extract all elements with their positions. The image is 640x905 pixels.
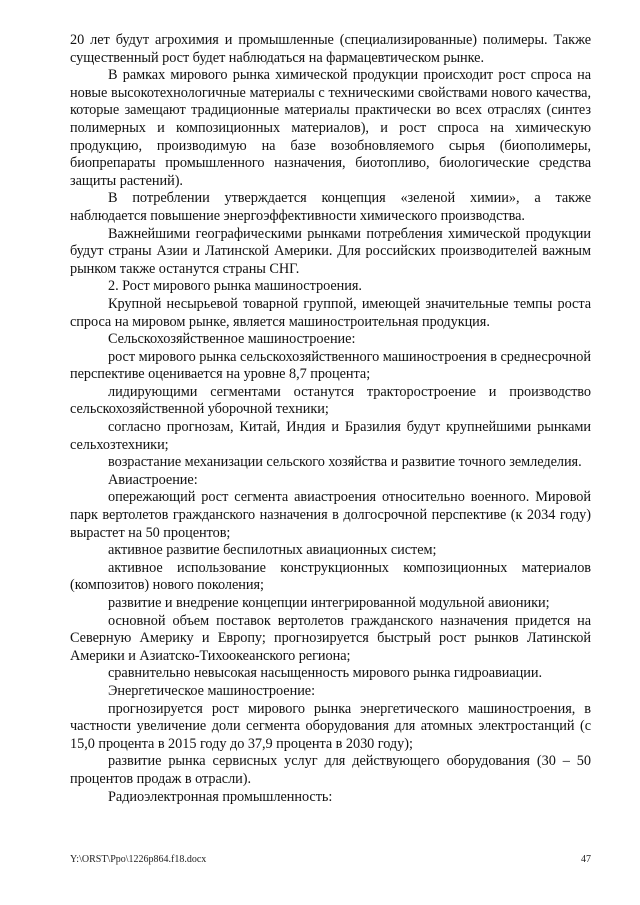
list-item: развитие и внедрение концепции интегрированной модульной авионики; — [108, 595, 550, 611]
list-item: прогнозируется рост мирового рынка энергетического машиностроения, в частности увеличение доли сегмента оборудования для атомных электростанций (с 15,0 процента в 2015 году до 37,9 процента в 2030 году); — [70, 700, 591, 752]
list-item: рост мирового рынка сельскохозяйственного машиностроения в среднесрочной перспективе оценивается на уровне 8,7 процента; — [70, 348, 591, 383]
footer-file-path: Y:\ORST\Ppo\1226p864.f18.docx — [70, 854, 207, 865]
document-page — [70, 32, 591, 806]
paragraph: Важнейшими географическими рынками потребления химической продукции будут страны Азии и Латинской Америки. Для российских производителей важным рынком также останутся страны СНГ. — [70, 225, 591, 277]
subsection-heading: Авиастроение: — [108, 471, 198, 488]
subsection-heading: Сельскохозяйственное машиностроение: — [108, 331, 356, 348]
subsection-heading: Радиоэлектронная промышленность: — [108, 788, 333, 805]
list-item: активное использование конструкционных композиционных материалов (композитов) нового поколения; — [70, 559, 591, 594]
list-item: возрастание механизации сельского хозяйства и развитие точного земледелия. — [108, 454, 582, 471]
paragraph: Крупной несырьевой товарной группой, имеющей значительные темпы роста спроса на мировом рынке, является машиностроительная продукция. — [70, 295, 591, 330]
page-number: 47 — [581, 854, 591, 865]
list-item: опережающий рост сегмента авиастроения относительно военного. Мировой парк вертолетов гражданского назначения в долгосрочной перспективе (к 2034 году) вырастет на 50 процентов; — [70, 489, 591, 541]
list-item: сравнительно невысокая насыщенность мирового рынка гидроавиации. — [108, 665, 542, 682]
section-heading: 2. Рост мирового рынка машиностроения. — [108, 278, 362, 295]
subsection-heading: Энергетическое машиностроение: — [108, 682, 316, 699]
paragraph: 20 лет будут агрохимия и промышленные (специализированные) полимеры. Также существенный рост будет наблюдаться на фармацевтическом рынке. — [70, 32, 591, 66]
paragraph: В рамках мирового рынка химической продукции происходит рост спроса на новые высокотехнологичные материалы с техническими свойствами нового качества, которые замещают традиционные материалы практически во всех отраслях (синтез полимерных и композиционных материалов), и рост спроса на химическую продукцию, производимую на базе возобновляемого сырья (биополимеры, биопрепараты промышленного назначения, биотопливо, биологические средства защиты растений). — [70, 67, 591, 189]
list-item: основной объем поставок вертолетов гражданского назначения придется на Северную Америку и Европу; прогнозируется быстрый рост рынков Латинской Америки и Азиатско-Тихоокеанского региона; — [70, 612, 591, 664]
list-item: активное развитие беспилотных авиационных систем; — [108, 542, 437, 559]
page-footer — [70, 854, 591, 865]
list-item: развитие рынка сервисных услуг для действующего оборудования (30 – 50 процентов продаж в отрасли). — [70, 753, 591, 787]
list-item: согласно прогнозам, Китай, Индия и Бразилия будут крупнейшими рынками сельхозтехники; — [70, 419, 591, 453]
list-item: лидирующими сегментами останутся тракторостроение и производство сельскохозяйственной уборочной техники; — [70, 383, 591, 418]
paragraph: В потреблении утверждается концепция «зеленой химии», а также наблюдается повышение энергоэффективности химического производства. — [70, 190, 591, 224]
